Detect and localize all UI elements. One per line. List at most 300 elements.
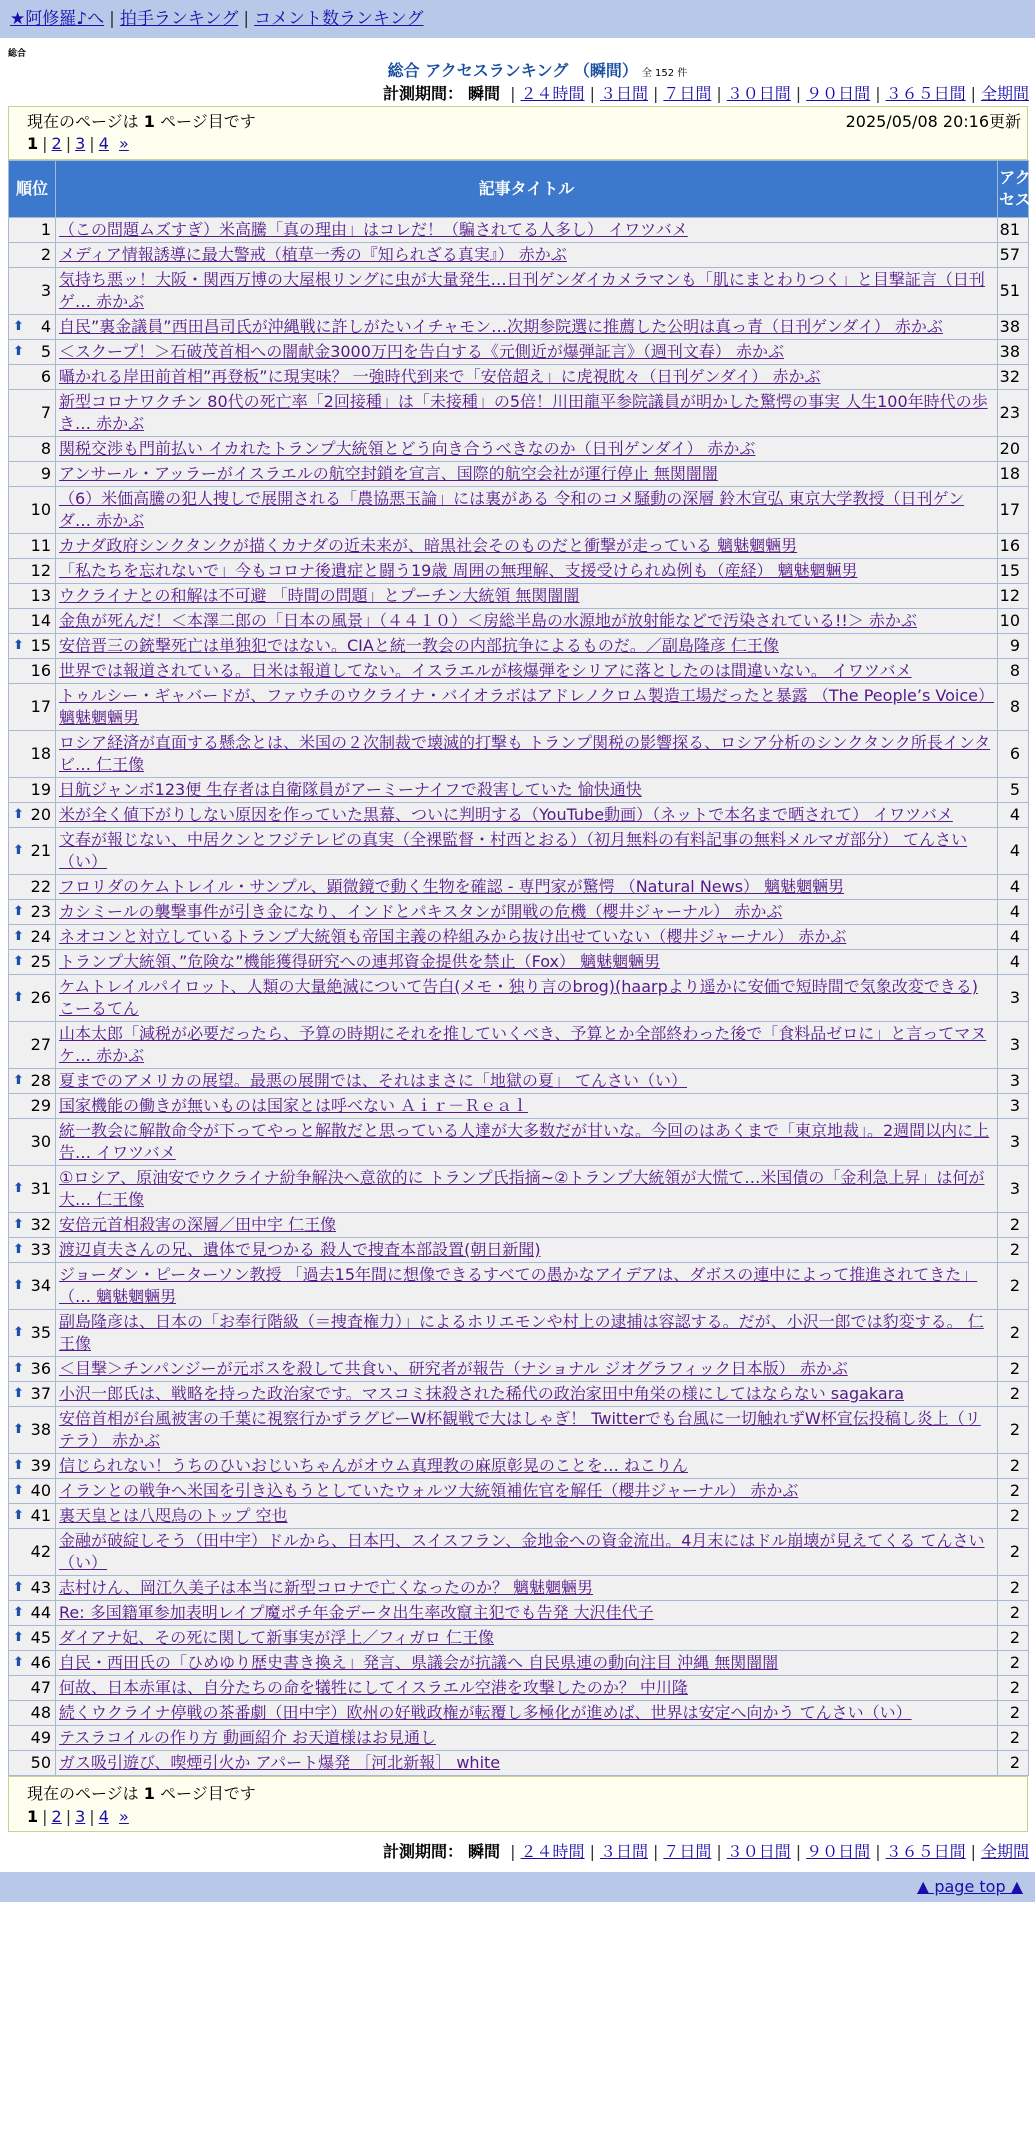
table-row	[9, 315, 1029, 340]
bottom-bar	[0, 1872, 1035, 1902]
article-cell	[56, 268, 998, 315]
rank-number: 24	[30, 927, 51, 946]
period-link-24h[interactable]: ２４時間	[520, 84, 585, 103]
table-row	[9, 803, 1029, 828]
article-cell	[56, 659, 998, 684]
rank-cell	[9, 1069, 56, 1094]
rank-cell	[9, 534, 56, 559]
table-row	[9, 1529, 1029, 1576]
article-cell	[56, 803, 998, 828]
access-count: 2	[998, 1357, 1029, 1382]
pagination-current: 1	[27, 134, 39, 153]
period-current: 瞬間	[468, 1842, 501, 1861]
table-row	[9, 1094, 1029, 1119]
table-row	[9, 1576, 1029, 1601]
article-cell	[56, 1529, 998, 1576]
table-row	[9, 778, 1029, 803]
table-row	[9, 659, 1029, 684]
up-arrow-icon: ⬆	[13, 990, 24, 1005]
up-arrow-icon: ⬆	[13, 344, 24, 359]
rank-cell	[9, 975, 56, 1022]
access-count: 2	[998, 1407, 1029, 1454]
home-link[interactable]: ★阿修羅♪へ	[10, 9, 105, 29]
article-link[interactable]: Re: 多国籍軍参加表明レイプ魔ポチ年金データ出生率改竄主犯でも告発 大沢佳代子	[59, 1603, 654, 1622]
rank-cell	[9, 365, 56, 390]
article-cell	[56, 315, 998, 340]
period-link-365d[interactable]: ３６５日間	[885, 1842, 966, 1861]
rank-cell	[9, 1751, 56, 1776]
rank-cell	[9, 1382, 56, 1407]
rank-number: 16	[30, 661, 51, 680]
access-count: 2	[998, 1263, 1029, 1310]
article-link[interactable]: 小沢一郎氏は、戦略を持った政治家です。マスコミ抹殺された稀代の政治家田中角栄の様にしてはならない sagakara	[59, 1384, 905, 1403]
table-row	[9, 925, 1029, 950]
period-links: | ２４時間 | ３日間 | ７日間 | ３０日間 | ９０日間 | ３６５日間 | 全期間	[510, 84, 1029, 103]
rank-number: 2	[40, 245, 51, 264]
period-link-30d[interactable]: ３０日間	[726, 84, 791, 103]
rank-number: 32	[30, 1215, 51, 1234]
page-info-top	[8, 106, 1028, 160]
article-link[interactable]: 渡辺貞夫さんの兄、遺体で見つかる 殺人で捜査本部設置(朝日新聞)	[59, 1240, 541, 1259]
table-row	[9, 1726, 1029, 1751]
table-row	[9, 828, 1029, 875]
period-selector-top	[0, 82, 1035, 106]
article-cell	[56, 828, 998, 875]
table-row	[9, 340, 1029, 365]
rank-cell	[9, 1701, 56, 1726]
rank-number: 18	[30, 744, 51, 763]
nav-separator: |	[109, 9, 115, 29]
rank-cell	[9, 875, 56, 900]
ranking-table-body	[9, 218, 1029, 1776]
access-count: 9	[998, 634, 1029, 659]
access-count: 20	[998, 437, 1029, 462]
rank-number: 37	[30, 1384, 51, 1403]
access-count: 3	[998, 1069, 1029, 1094]
rank-number: 42	[30, 1542, 51, 1561]
rank-number: 50	[30, 1753, 51, 1772]
table-row	[9, 218, 1029, 243]
rank-number: 4	[40, 317, 51, 336]
period-link-90d[interactable]: ９０日間	[806, 84, 871, 103]
article-link[interactable]: 何故、日本赤軍は、自分たちの命を犠牲にしてイスラエル空港を攻撃したのか？ 中川隆	[59, 1678, 688, 1697]
pagination-next[interactable]: »	[119, 134, 129, 153]
article-link[interactable]: 裏天皇とは八咫烏のトップ 空也	[59, 1506, 288, 1525]
access-count: 4	[998, 900, 1029, 925]
rank-number: 10	[30, 500, 51, 519]
rank-number: 6	[40, 367, 51, 386]
table-row	[9, 365, 1029, 390]
article-cell	[56, 634, 998, 659]
up-arrow-icon: ⬆	[13, 319, 24, 334]
ranking-container	[8, 106, 1032, 1832]
page-title	[40, 60, 1035, 82]
table-row	[9, 1213, 1029, 1238]
rank-cell	[9, 1263, 56, 1310]
access-count: 2	[998, 1504, 1029, 1529]
article-cell	[56, 975, 998, 1022]
header-title: 記事タイトル	[56, 161, 998, 218]
nav-separator: |	[243, 9, 250, 29]
article-link[interactable]: フロリダのケムトレイル・サンプル、顕微鏡で動く生物を確認 - 専門家が驚愕 （Natural News） 魑魅魍魎男	[59, 877, 845, 896]
top-nav-bar	[0, 0, 1035, 38]
article-link[interactable]: イランとの戦争へ米国を引き込もうとしていたウォルツ大統領補佐官を解任（櫻井ジャーナル） 赤かぶ	[59, 1481, 799, 1500]
up-arrow-icon: ⬆	[13, 1483, 24, 1498]
access-count: 3	[998, 1094, 1029, 1119]
pagination-page-4[interactable]: 4	[98, 134, 109, 153]
rank-number: 49	[30, 1728, 51, 1747]
up-arrow-icon: ⬆	[13, 1605, 24, 1620]
rank-cell	[9, 1213, 56, 1238]
article-link[interactable]: ＜スクープ！＞石破茂首相への闇献金3000万円を告白する《元側近が爆弾証言》（週刊文春） 赤かぶ	[59, 342, 785, 361]
article-link[interactable]: ネオコンと対立しているトランプ大統領も帝国主義の枠組みから抜け出せていない（櫻井ジャーナル） 赤かぶ	[59, 927, 847, 946]
period-label: 計測期間：	[382, 1842, 463, 1861]
article-link[interactable]: 統一教会に解散命令が下ってやっと解散だと思っている人達が大多数だが甘いな。今回のはあくまで「東京地裁」。2週間以内に上告… イワツバメ	[59, 1121, 990, 1162]
article-link[interactable]: 信じられない！うちのひいおじいちゃんがオウム真理教の麻原彰晃のことを… ねこりん	[59, 1456, 688, 1475]
access-count: 4	[998, 803, 1029, 828]
rank-cell	[9, 1651, 56, 1676]
table-row	[9, 1651, 1029, 1676]
rank-number: 34	[30, 1276, 51, 1295]
access-count: 2	[998, 1213, 1029, 1238]
up-arrow-icon: ⬆	[13, 1422, 24, 1437]
period-current: 瞬間	[468, 84, 501, 103]
article-link[interactable]: 日航ジャンボ123便 生存者は自衛隊員がアーミーナイフで殺害していた 愉快通快	[59, 780, 642, 799]
article-cell	[56, 1263, 998, 1310]
article-link[interactable]: 自民・西田氏の「ひめゆり歴史書き換え」発言、県議会が抗議へ 自民県連の動向注目 沖縄 無関闇闇	[59, 1653, 779, 1672]
access-count: 3	[998, 1166, 1029, 1213]
rank-cell	[9, 950, 56, 975]
article-link[interactable]: 山本太郎「減税が必要だったら、予算の時期にそれを推していくべき、予算とか全部終わった後で「食料品ゼロに」と言ってマヌケ… 赤かぶ	[59, 1024, 987, 1065]
article-link[interactable]: 国家機能の働きが無いものは国家とは呼べない Ａｉｒ－Ｒｅａｌ	[59, 1096, 529, 1115]
period-link-90d[interactable]: ９０日間	[806, 1842, 871, 1861]
period-link-all[interactable]: 全期間	[980, 84, 1029, 103]
access-count: 17	[998, 487, 1029, 534]
article-link[interactable]: ウクライナとの和解は不可避 「時間の問題」とプーチン大統領 無関闇闇	[59, 586, 580, 605]
table-row	[9, 609, 1029, 634]
table-row	[9, 950, 1029, 975]
article-link[interactable]: 気持ち悪ッ！大阪・関西万博の大屋根リングに虫が大量発生…日刊ゲンダイカメラマンも「肌にまとわりつく」と目撃証言（日刊ゲ… 赤かぶ	[59, 270, 985, 311]
article-link[interactable]: 新型コロナワクチン 80代の死亡率「2回接種」は「未接種」の5倍！川田龍平参院議員が明かした驚愕の事実 人生100年時代の歩き… 赤かぶ	[59, 392, 988, 433]
up-arrow-icon: ⬆	[13, 1073, 24, 1088]
up-arrow-icon: ⬆	[13, 1217, 24, 1232]
rank-cell	[9, 584, 56, 609]
article-link[interactable]: 関税交渉も門前払い イカれたトランプ大統領とどう向き合うべきなのか（日刊ゲンダイ） 赤かぶ	[59, 439, 756, 458]
table-row	[9, 1263, 1029, 1310]
article-link[interactable]: 続くウクライナ停戦の茶番劇（田中宇）欧州の好戦政権が転覆し多極化が進めば、世界は安定へ向かう てんさい（い）	[59, 1703, 912, 1722]
table-row	[9, 1119, 1029, 1166]
article-cell	[56, 778, 998, 803]
access-count: 3	[998, 975, 1029, 1022]
access-count: 38	[998, 340, 1029, 365]
pagination-current: 1	[27, 1807, 39, 1826]
article-link[interactable]: 金融が破綻しそう（田中宇）ドルから、日本円、スイスフラン、金地金への資金流出。4月末にはドル崩壊が見えてくる てんさい（い）	[59, 1531, 985, 1572]
access-count: 2	[998, 1454, 1029, 1479]
article-link[interactable]: テスラコイルの作り方 動画紹介 お天道様はお見通し	[59, 1728, 437, 1747]
rank-number: 7	[40, 403, 51, 422]
current-page-text: 現在のページは 1 ページ目です	[27, 1784, 256, 1803]
rank-cell	[9, 925, 56, 950]
table-row	[9, 1022, 1029, 1069]
article-link[interactable]: ケムトレイルパイロット、人類の大量絶滅について告白(メモ・独り言のbrog)(haarpより遥かに安価で短時間で気象改変できる) こーるてん	[59, 977, 978, 1018]
rank-cell	[9, 243, 56, 268]
article-link[interactable]: アンサール・アッラーがイスラエルの航空封鎖を宣言、国際的航空会社が運行停止 無関闇闇	[59, 464, 718, 483]
article-link[interactable]: メディア情報誘導に最大警戒（植草一秀の『知られざる真実』） 赤かぶ	[59, 245, 567, 264]
rank-cell	[9, 1504, 56, 1529]
access-count: 3	[998, 1119, 1029, 1166]
article-cell	[56, 1479, 998, 1504]
article-link[interactable]: 「私たちを忘れないで」今もコロナ後遺症と闘う19歳 周囲の無理解、支援受けられぬ例も（産経） 魑魅魍魎男	[59, 561, 858, 580]
clap-ranking-link[interactable]: 拍手ランキング	[119, 9, 239, 29]
table-row	[9, 1407, 1029, 1454]
access-count: 5	[998, 778, 1029, 803]
access-count: 2	[998, 1676, 1029, 1701]
table-row	[9, 1310, 1029, 1357]
article-link[interactable]: 夏までのアメリカの展望。最悪の展開では、それはまさに「地獄の夏」 てんさい（い）	[59, 1071, 687, 1090]
up-arrow-icon: ⬆	[13, 1655, 24, 1670]
article-cell	[56, 1676, 998, 1701]
table-row	[9, 1069, 1029, 1094]
pagination-page-2[interactable]: 2	[51, 1807, 62, 1826]
rank-cell	[9, 609, 56, 634]
access-count: 2	[998, 1382, 1029, 1407]
article-cell	[56, 1119, 998, 1166]
page-info-bottom	[8, 1776, 1028, 1832]
up-arrow-icon: ⬆	[13, 807, 24, 822]
rank-cell	[9, 1022, 56, 1069]
table-row	[9, 1238, 1029, 1263]
rank-cell	[9, 1357, 56, 1382]
pagination-bottom: 1 | 2 | 3 | 4 »	[27, 1807, 129, 1826]
article-link[interactable]: （6）米価高騰の犯人捜しで展開される「農協悪玉論」には裏がある 令和のコメ騒動の深層 鈴木宣弘 東京大学教授（日刊ゲンダ… 赤かぶ	[59, 489, 965, 530]
rank-number: 44	[30, 1603, 51, 1622]
article-cell	[56, 365, 998, 390]
rank-cell	[9, 1601, 56, 1626]
rank-cell	[9, 315, 56, 340]
ranking-title: 総合 アクセスランキング （瞬間）	[387, 61, 638, 80]
rank-cell	[9, 659, 56, 684]
rank-number: 40	[30, 1481, 51, 1500]
ranking-table	[8, 160, 1032, 1776]
article-cell	[56, 487, 998, 534]
article-link[interactable]: ロシア経済が直面する懸念とは、米国の２次制裁で壊滅的打撃も トランプ関税の影響探る、ロシア分析のシンクタンク所長インタビ… 仁王像	[59, 733, 991, 774]
up-arrow-icon: ⬆	[13, 1278, 24, 1293]
article-link[interactable]: 金魚が死んだ！＜本澤二郎の「日本の風景」（４４１０）＜房総半島の水源地が放射能などで汚染されている!!＞ 赤かぶ	[59, 611, 917, 630]
access-count: 2	[998, 1626, 1029, 1651]
article-link[interactable]: トランプ大統領、”危険な”機能獲得研究への連邦資金提供を禁止（Fox） 魑魅魍魎男	[59, 952, 661, 971]
article-link[interactable]: 副島隆彦は、日本の「お奉行階級（＝捜査権力）」によるホリエモンや村上の逮捕は容認する。だが、小沢一郎では豹変する。 仁王像	[59, 1312, 984, 1353]
rank-cell	[9, 900, 56, 925]
rank-cell	[9, 634, 56, 659]
rank-cell	[9, 1119, 56, 1166]
rank-number: 5	[40, 342, 51, 361]
rank-cell	[9, 437, 56, 462]
up-arrow-icon: ⬆	[13, 638, 24, 653]
access-count: 2	[998, 1701, 1029, 1726]
pagination-page-4[interactable]: 4	[98, 1807, 109, 1826]
rank-cell	[9, 1626, 56, 1651]
access-count: 4	[998, 875, 1029, 900]
article-cell	[56, 1701, 998, 1726]
access-count: 2	[998, 1726, 1029, 1751]
rank-cell	[9, 828, 56, 875]
article-cell	[56, 900, 998, 925]
up-arrow-icon: ⬆	[13, 1325, 24, 1340]
table-row	[9, 1626, 1029, 1651]
article-link[interactable]: ジョーダン・ピーターソン教授 「過去15年間に想像できるすべての愚かなアイデアは、ダボスの連中によって推進されてきた」（… 魑魅魍魎男	[59, 1265, 978, 1306]
article-cell	[56, 950, 998, 975]
rank-number: 36	[30, 1359, 51, 1378]
comment-ranking-link[interactable]: コメント数ランキング	[254, 9, 424, 29]
article-link[interactable]: トゥルシー・ギャバードが、ファウチのウクライナ・バイオラボはアドレノクロム製造工場だったと暴露 （The People’s Voice） 魑魅魍魎男	[59, 686, 994, 727]
access-count: 38	[998, 315, 1029, 340]
article-link[interactable]: 文春が報じない、中居クンとフジテレビの真実（全裸監督・村西とおる）（初月無料の有料記事の無料メルマガ部分） てんさい（い）	[59, 830, 968, 871]
access-count: 32	[998, 365, 1029, 390]
article-cell	[56, 1166, 998, 1213]
access-count: 57	[998, 243, 1029, 268]
period-link-7d[interactable]: ７日間	[663, 1842, 712, 1861]
rank-number: 39	[30, 1456, 51, 1475]
article-link[interactable]: 安倍首相が台風被害の千葉に視察行かずラグビーW杯観戦で大はしゃぎ！ Twitterでも台風に一切触れずW杯宣伝投稿し炎上（リテラ） 赤かぶ	[59, 1409, 981, 1450]
article-cell	[56, 1022, 998, 1069]
rank-number: 28	[30, 1071, 51, 1090]
up-arrow-icon: ⬆	[13, 1458, 24, 1473]
period-link-3d[interactable]: ３日間	[599, 1842, 648, 1861]
table-row	[9, 1454, 1029, 1479]
pagination-page-2[interactable]: 2	[51, 134, 62, 153]
rank-number: 47	[30, 1678, 51, 1697]
rank-cell	[9, 1407, 56, 1454]
table-row	[9, 1166, 1029, 1213]
access-count: 16	[998, 534, 1029, 559]
article-cell	[56, 243, 998, 268]
article-cell	[56, 1651, 998, 1676]
table-row	[9, 634, 1029, 659]
table-row	[9, 684, 1029, 731]
access-count: 2	[998, 1529, 1029, 1576]
category-label: 総合	[8, 49, 27, 59]
up-arrow-icon: ⬆	[13, 1361, 24, 1376]
period-link-all[interactable]: 全期間	[980, 1842, 1029, 1861]
up-arrow-icon: ⬆	[13, 1508, 24, 1523]
article-cell	[56, 1751, 998, 1776]
table-row	[9, 487, 1029, 534]
table-row	[9, 1601, 1029, 1626]
up-arrow-icon: ⬆	[13, 1242, 24, 1257]
period-link-7d[interactable]: ７日間	[663, 84, 712, 103]
table-row	[9, 1751, 1029, 1776]
article-link[interactable]: ガス吸引遊び、喫煙引火か アパート爆発 ［河北新報］ white	[59, 1753, 501, 1772]
table-row	[9, 1479, 1029, 1504]
table-row	[9, 1676, 1029, 1701]
article-link[interactable]: 安倍晋三の銃撃死亡は単独犯ではない。CIAと統一教会の内部抗争によるものだ。／副島隆彦 仁王像	[59, 636, 779, 655]
rank-number: 46	[30, 1653, 51, 1672]
period-label: 計測期間：	[382, 84, 463, 103]
rank-number: 48	[30, 1703, 51, 1722]
pagination-page-3[interactable]: 3	[75, 1807, 86, 1826]
article-link[interactable]: 志村けん、岡江久美子は本当に新型コロナで亡くなったのか？ 魑魅魍魎男	[59, 1578, 594, 1597]
rank-number: 22	[30, 877, 51, 896]
table-row	[9, 1504, 1029, 1529]
article-link[interactable]: ダイアナ妃、その死に関して新事実が浮上／フィガロ 仁王像	[59, 1628, 495, 1647]
table-row	[9, 584, 1029, 609]
period-link-24h[interactable]: ２４時間	[520, 1842, 585, 1861]
article-cell	[56, 1382, 998, 1407]
access-count: 3	[998, 1022, 1029, 1069]
page-top-link[interactable]: ▲ page top ▲	[916, 1877, 1023, 1896]
table-row	[9, 900, 1029, 925]
rank-cell	[9, 487, 56, 534]
access-count: 51	[998, 268, 1029, 315]
access-count: 15	[998, 559, 1029, 584]
article-link[interactable]: カシミールの襲撃事件が引き金になり、インドとパキスタンが開戦の危機（櫻井ジャーナル） 赤かぶ	[59, 902, 783, 921]
article-link[interactable]: ①ロシア、原油安でウクライナ紛争解決へ意欲的に トランプ氏指摘~②トランプ大統領が大慌て…米国債の「金利急上昇」は何が大… 仁王像	[59, 1168, 985, 1209]
rank-number: 9	[40, 464, 51, 483]
rank-number: 29	[30, 1096, 51, 1115]
table-row	[9, 1382, 1029, 1407]
rank-number: 43	[30, 1578, 51, 1597]
access-count: 2	[998, 1751, 1029, 1776]
rank-number: 20	[30, 805, 51, 824]
rank-number: 19	[30, 780, 51, 799]
article-cell	[56, 1726, 998, 1751]
article-cell	[56, 925, 998, 950]
rank-number: 14	[30, 611, 51, 630]
article-link[interactable]: 米が全く値下がりしない原因を作っていた黒幕、ついに判明する（YouTube動画）（ネットで本名まで晒されて） イワツバメ	[59, 805, 953, 824]
article-link[interactable]: 自民”裏金議員”西田昌司氏が沖縄戦に許しがたいイチャモン…次期参院選に推薦した公明は真っ青（日刊ゲンダイ） 赤かぶ	[59, 317, 943, 336]
article-cell	[56, 1357, 998, 1382]
rank-cell	[9, 1576, 56, 1601]
up-arrow-icon: ⬆	[13, 954, 24, 969]
table-row	[9, 1701, 1029, 1726]
rank-number: 13	[30, 586, 51, 605]
rank-number: 45	[30, 1628, 51, 1647]
up-arrow-icon: ⬆	[13, 1181, 24, 1196]
up-arrow-icon: ⬆	[13, 929, 24, 944]
article-cell	[56, 390, 998, 437]
header-rank: 順位	[9, 161, 56, 218]
rank-number: 17	[30, 697, 51, 716]
period-link-3d[interactable]: ３日間	[599, 84, 648, 103]
table-row	[9, 390, 1029, 437]
pagination-next[interactable]: »	[119, 1807, 129, 1826]
table-row	[9, 731, 1029, 778]
article-cell	[56, 1069, 998, 1094]
article-cell	[56, 218, 998, 243]
rank-cell	[9, 731, 56, 778]
access-count: 12	[998, 584, 1029, 609]
article-link[interactable]: カナダ政府シンクタンクが描くカナダの近未来が、暗黒社会そのものだと衝撃が走っている 魑魅魍魎男	[59, 536, 798, 555]
article-cell	[56, 584, 998, 609]
access-count: 4	[998, 925, 1029, 950]
article-cell	[56, 462, 998, 487]
pagination-page-3[interactable]: 3	[75, 134, 86, 153]
article-cell	[56, 1238, 998, 1263]
article-link[interactable]: 世界では報道されている。日米は報道してない。イスラエルが核爆弾をシリアに落としたのは間違いない。 イワツバメ	[59, 661, 912, 680]
article-cell	[56, 1601, 998, 1626]
access-count: 4	[998, 828, 1029, 875]
article-cell	[56, 1454, 998, 1479]
article-cell	[56, 340, 998, 365]
article-link[interactable]: ＜目撃＞チンパンジーが元ボスを殺して共食い、研究者が報告（ナショナル ジオグラフィック日本版） 赤かぶ	[59, 1359, 848, 1378]
rank-cell	[9, 559, 56, 584]
article-link[interactable]: 安倍元首相殺害の深層／田中宇 仁王像	[59, 1215, 337, 1234]
article-link[interactable]: 囁かれる岸田前首相”再登板”に現実味？ 一強時代到来で「安倍超え」に虎視眈々（日刊ゲンダイ） 赤かぶ	[59, 367, 821, 386]
period-link-30d[interactable]: ３０日間	[726, 1842, 791, 1861]
article-link[interactable]: （この問題ムズすぎ）米高騰「真の理由」はコレだ！（騙されてる人多し） イワツバメ	[59, 220, 688, 239]
rank-number: 35	[30, 1323, 51, 1342]
period-link-365d[interactable]: ３６５日間	[885, 84, 966, 103]
